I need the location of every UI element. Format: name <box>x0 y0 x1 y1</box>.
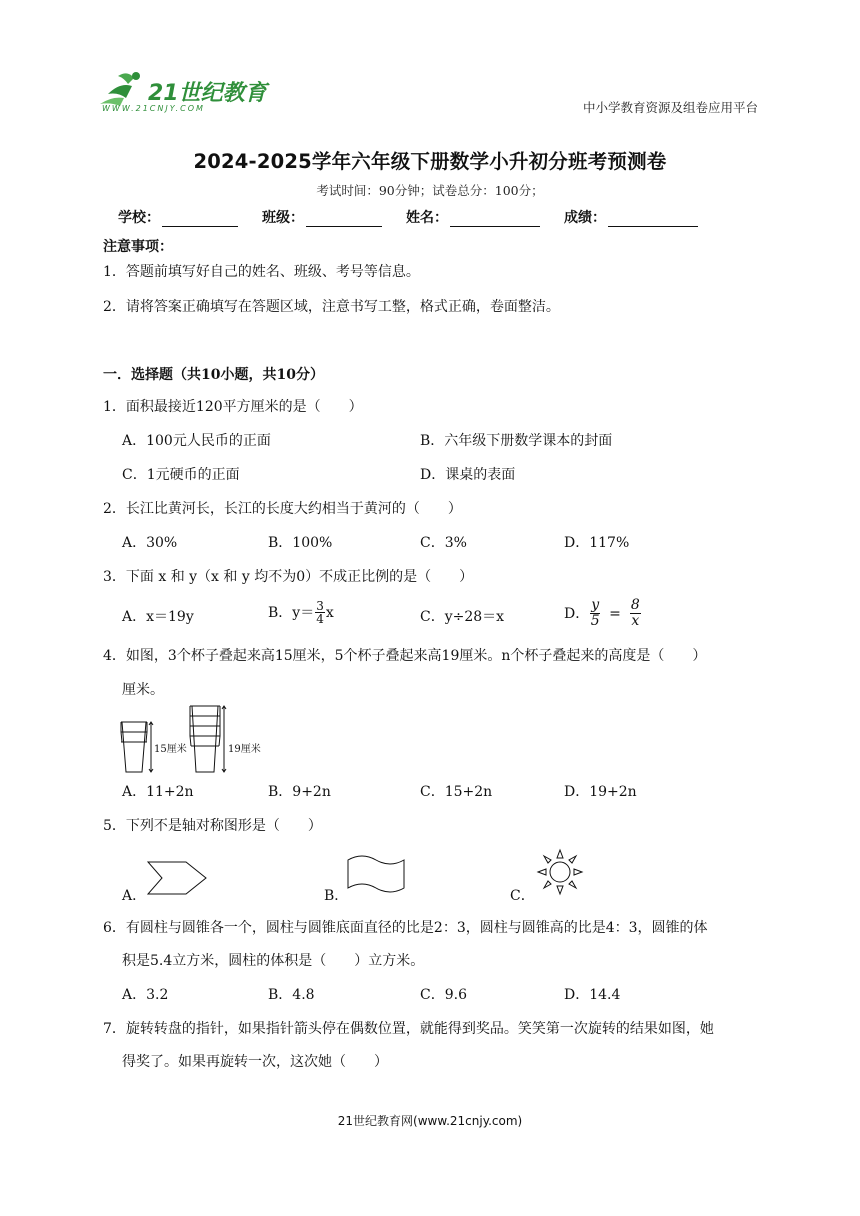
question-4-cont: 厘米。 <box>122 682 164 698</box>
figure-label-19: 19厘米 <box>228 744 261 755</box>
q5-option-c[interactable]: C． <box>510 888 535 904</box>
section-heading: 一．选择题（共10小题，共10分） <box>103 367 324 383</box>
notes-heading: 注意事项： <box>103 239 173 255</box>
note-item: 2．请将答案正确填写在答题区域，注意书写工整，格式正确，卷面整洁。 <box>103 299 560 315</box>
sun-shape-icon <box>536 848 584 896</box>
q4-option-a[interactable]: A．11+2n <box>122 784 194 800</box>
question-4: 4．如图，3个杯子叠起来高15厘米，5个杯子叠起来高19厘米。n个杯子叠起来的高度是（ ） <box>103 648 707 664</box>
q1-option-c[interactable]: C．1元硬币的正面 <box>122 467 240 483</box>
flag-shape-icon <box>346 854 408 896</box>
fraction: $\frac{8}{x}$ <box>630 597 640 629</box>
class-field[interactable]: 班级： <box>262 207 382 227</box>
q3-option-a[interactable]: A．x＝19y <box>122 609 194 625</box>
question-6: 6．有圆柱与圆锥各一个，圆柱与圆锥底面直径的比是2：3，圆柱与圆锥高的比是4：3，圆锥的体 <box>103 920 708 936</box>
q1-option-d[interactable]: D．课桌的表面 <box>420 467 516 483</box>
q3-option-d[interactable]: D． $\frac{y}{5}$ = $\frac{8}{x}$ <box>564 597 640 629</box>
note-item: 1．答题前填写好自己的姓名、班级、考号等信息。 <box>103 264 420 280</box>
page-footer: 21世纪教育网(www.21cnjy.com) <box>337 1114 523 1128</box>
q6-option-c[interactable]: C．9.6 <box>420 987 467 1003</box>
question-7-cont: 得奖了。如果再旋转一次，这次她（ ） <box>122 1054 388 1070</box>
q3-option-b[interactable]: B．y＝ $\frac{3}{4}$ x <box>268 599 334 626</box>
question-6-cont: 积是5.4立方米，圆柱的体积是（ ）立方米。 <box>122 953 425 969</box>
q2-option-a[interactable]: A．30% <box>122 535 178 551</box>
q5-option-a[interactable]: A． <box>122 888 147 904</box>
page-title: 2024-2025学年六年级下册数学小升初分班考预测卷 <box>193 150 667 173</box>
question-7: 7．旋转转盘的指针，如果指针箭头停在偶数位置，就能得到奖品。笑笑第一次旋转的结果如图，她 <box>103 1021 714 1037</box>
q4-option-d[interactable]: D．19+2n <box>564 784 637 800</box>
logo-url: WWW.21CNJY.COM <box>102 104 205 113</box>
q2-option-d[interactable]: D．117% <box>564 535 630 551</box>
question-5: 5．下列不是轴对称图形是（ ） <box>103 818 322 834</box>
fraction: $\frac{3}{4}$ <box>316 599 324 626</box>
site-logo <box>98 70 268 116</box>
q3-option-c[interactable]: C．y÷28＝x <box>420 609 505 625</box>
question-3: 3．下面 x 和 y（x 和 y 均不为0）不成正比例的是（ ） <box>103 569 474 585</box>
q2-option-c[interactable]: C．3% <box>420 535 467 551</box>
school-field[interactable]: 学校： <box>118 207 238 227</box>
figure-label-15: 15厘米 <box>154 744 187 755</box>
fraction: $\frac{y}{5}$ <box>590 597 600 629</box>
q6-option-b[interactable]: B．4.8 <box>268 987 315 1003</box>
q5-option-b[interactable]: B． <box>324 888 349 904</box>
platform-tagline: 中小学教育资源及组卷应用平台 <box>582 100 758 115</box>
logo-text: 21世纪教育 <box>148 81 267 106</box>
exam-info: 考试时间：90分钟；试卷总分：100分； <box>316 183 544 198</box>
q6-option-d[interactable]: D．14.4 <box>564 987 621 1003</box>
name-field[interactable]: 姓名： <box>406 207 540 227</box>
score-field[interactable]: 成绩： <box>564 207 698 227</box>
q1-option-a[interactable]: A．100元人民币的正面 <box>122 433 271 449</box>
student-info-fields <box>118 207 698 227</box>
q4-option-b[interactable]: B．9+2n <box>268 784 331 800</box>
q6-option-a[interactable]: A．3.2 <box>122 987 169 1003</box>
question-2: 2．长江比黄河长，长江的长度大约相当于黄河的（ ） <box>103 501 462 517</box>
q4-option-c[interactable]: C．15+2n <box>420 784 493 800</box>
question-1: 1．面积最接近120平方厘米的是（ ） <box>103 399 363 415</box>
q2-option-b[interactable]: B．100% <box>268 535 333 551</box>
arrow-shape-icon <box>146 858 208 898</box>
q1-option-b[interactable]: B．六年级下册数学课本的封面 <box>420 433 613 449</box>
